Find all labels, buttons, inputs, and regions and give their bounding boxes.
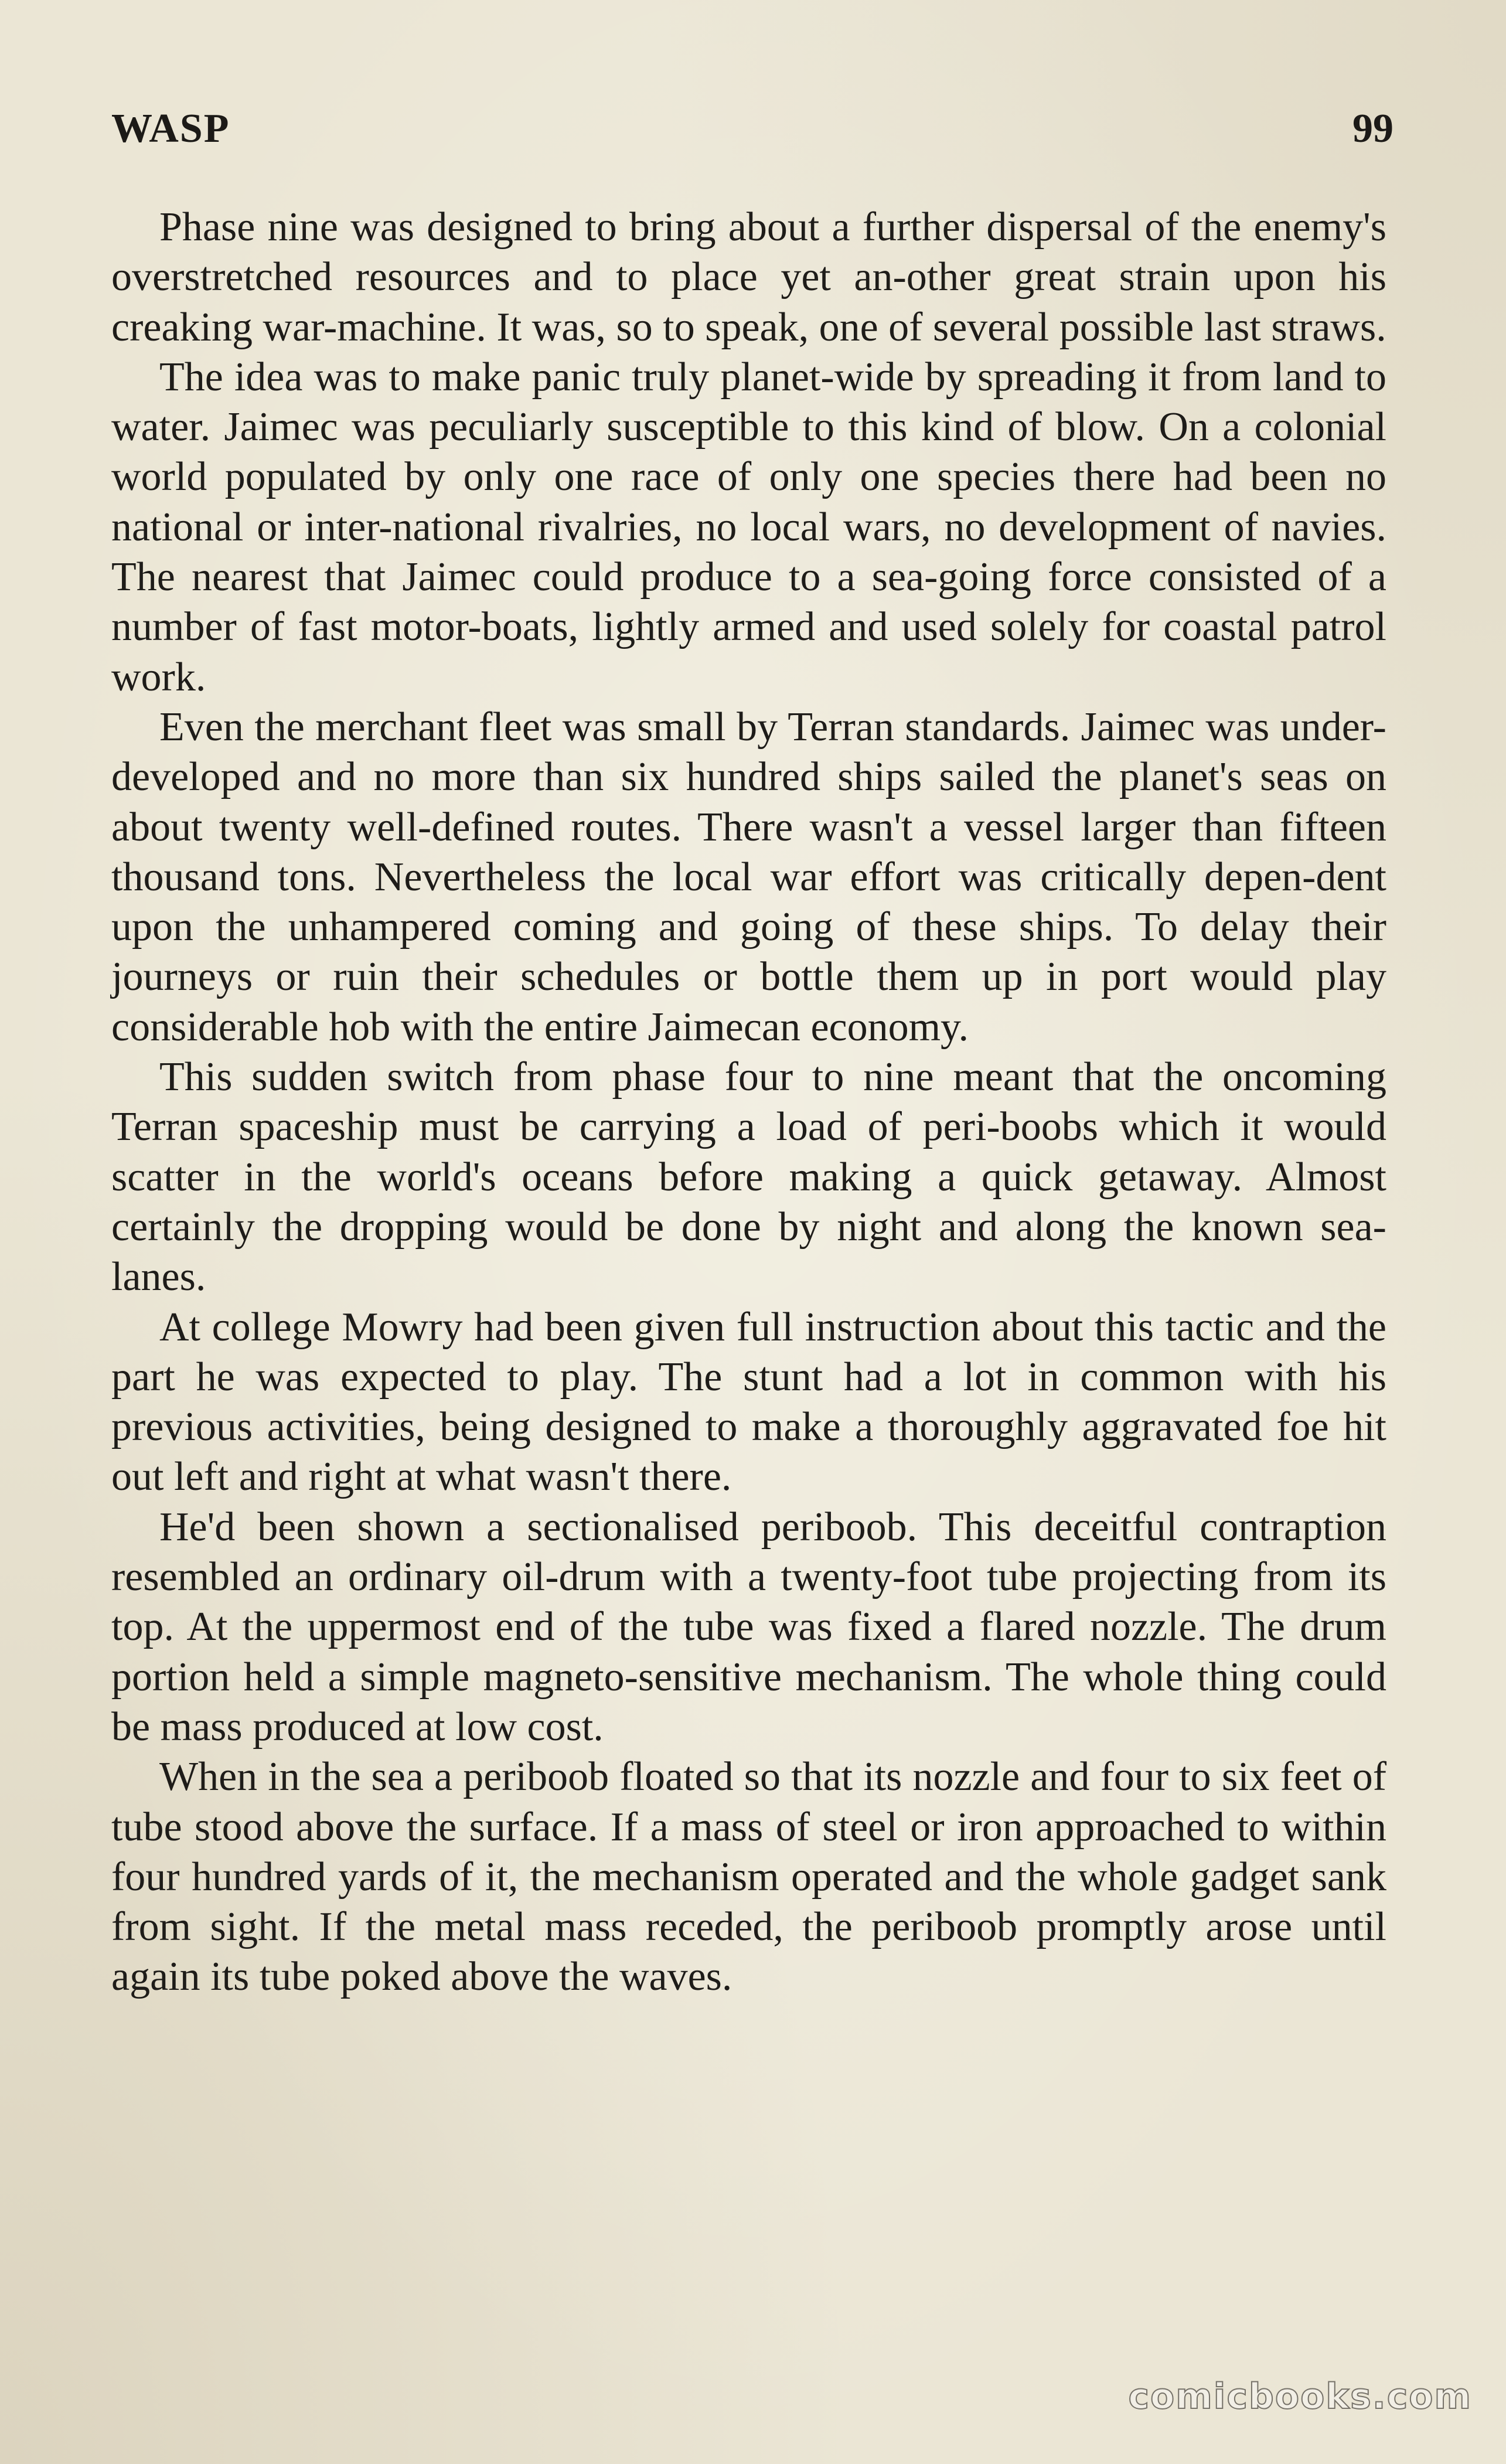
paragraph-2: The idea was to make panic truly planet-wide by spreading it from land to water. Jaimec was peculiarly susceptible to this kind of blow. On a colonial world populated by only one race of only one species there had been no national or inter-national rivalries, no local wars, no development of navies. The nearest that Jaimec could produce to a sea-going force consisted of a number of fast motor-boats, lightly armed and used solely for coastal patrol work. <box>111 354 1386 700</box>
paragraph-6: He'd been shown a sectionalised periboob. This deceitful contraption resembled an ordinary oil-drum with a twenty-foot tube projecting from its top. At the uppermost end of the tube was fixed a flared nozzle. The drum portion held a simple magneto-sensitive mechanism. The whole thing could be mass produced at low cost. <box>111 1504 1386 1750</box>
paragraph-3: Even the merchant fleet was small by Terran standards. Jaimec was under-developed and no more than six hundred ships sailed the planet's seas on about twenty well-defined routes. There wasn't a vessel larger than fifteen thousand tons. Nevertheless the local war effort was critically depen-dent upon the unhampered coming and going of these ships. To delay their journeys or ruin their schedules or bottle them up in port would play considerable hob with the entire Jaimecan economy. <box>111 704 1386 1050</box>
paragraph-1: Phase nine was designed to bring about a further dispersal of the enemy's overstretched resources and to place yet an-other great strain upon his creaking war-machine. It was, so to speak, one of several possible last straws. <box>111 205 1386 350</box>
watermark: comicbooks.com <box>1128 2376 1472 2417</box>
paragraph-4: This sudden switch from phase four to nine meant that the oncoming Terran spaceship must be carrying a load of peri-boobs which it would scatter in the world's oceans before making a quick getaway. Almost certainly the dropping would be done by night and along the known sea-lanes. <box>111 1054 1386 1300</box>
paragraph-5: At college Mowry had been given full instruction about this tactic and the part he was expected to play. The stunt had a lot in common with his previous activities, being designed to make a thoroughly aggravated foe hit out left and right at what wasn't there. <box>111 1304 1386 1500</box>
paragraph-7: When in the sea a periboob floated so that its nozzle and four to six feet of tube stood above the surface. If a mass of steel or iron approached to within four hundred yards of it, the mechanism operated and the whole gadget sank from sight. If the metal mass receded, the periboob promptly arose until again its tube poked above the waves. <box>111 1754 1386 2000</box>
running-title: WASP <box>111 106 230 151</box>
running-header <box>111 105 1393 164</box>
body-text <box>111 202 1386 2002</box>
page-number: 99 <box>1352 106 1393 151</box>
